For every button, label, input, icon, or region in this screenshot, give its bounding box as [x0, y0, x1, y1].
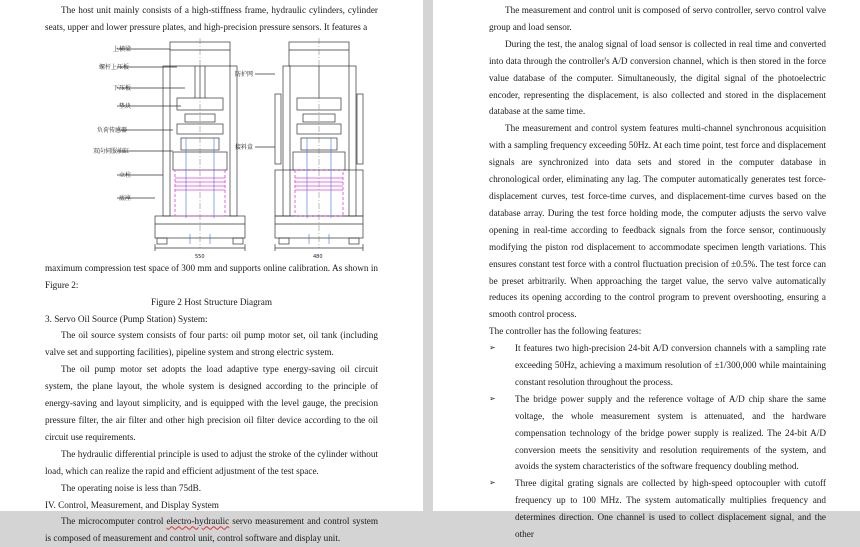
- document-page-left: [0, 0, 423, 544]
- feature-text: The bridge power supply and the reference voltage of A/D chip share the same voltage, the whole measurement system is attenuated, and the hardware compensation technology of the bridge power supply is realized. The 24-bit A/D conversion meets the sensitivity and resolution requirements of the system, and avoids the system characteristics of the software frequency doubling method.: [515, 393, 826, 472]
- label-upper-beam: 上横梁: [113, 45, 132, 53]
- list-item: [489, 475, 826, 543]
- pump-motor-paragraph: The oil pump motor set adopts the load adaptive type energy-saving oil circuit system, the plane layout, the whole system is designed according to the principle of energy-saving and layout simplicity, and is equipped with the level gauge, the precision pressure filter, the air filter and other high precision oil filter device according to the oil circuit use requirements.: [45, 364, 378, 442]
- features-heading: The controller has the following features:: [489, 326, 642, 337]
- label-lower-platen: 下压板: [113, 84, 132, 92]
- measurement-unit-paragraph: The measurement and control unit is composed of servo controller, servo control valve group and load sensor.: [489, 5, 826, 32]
- list-item: [489, 340, 826, 391]
- label-double-cylinder: 双向伺服油缸: [93, 147, 130, 155]
- label-column: 立柱: [119, 171, 132, 179]
- analog-signal-paragraph: During the test, the analog signal of load sensor is collected in real time and converted into data through the controller's A/D conversion channel, which is then stored in the force value database of the computer. Simultaneously, the digital signal of the photoelectric encoder, representing the displacement, is also collected and stored in the displacement database at the same time.: [489, 38, 826, 117]
- microcomputer-text-post: servo measurement and control system is composed of measurement and control unit, control software and display unit.: [45, 516, 378, 544]
- spellcheck-flagged-word[interactable]: electro-hydraulic: [166, 516, 230, 527]
- noise-paragraph: The operating noise is less than 75dB.: [61, 482, 202, 493]
- bullet-arrow-icon: ➢: [489, 393, 496, 403]
- label-base: 底座: [119, 194, 132, 202]
- microcomputer-text-pre: The microcomputer control: [61, 516, 167, 527]
- page-gutter: [423, 0, 433, 511]
- after-figure-paragraph: maximum compression test space of 300 mm and supports online calibration. As shown in Figure 2:: [45, 262, 378, 290]
- label-fixed-upper-platen: 螺杆上压板: [99, 63, 130, 71]
- label-load-sensor: 负荷传感器: [97, 126, 128, 134]
- section-3-heading: 3. Servo Oil Source (Pump Station) System:: [45, 313, 208, 324]
- diagram-svg: [45, 38, 378, 260]
- multichannel-paragraph: The measurement and control system features multi-channel synchronous acquisition with a sampling frequency exceeding 50Hz. At each time point, test force and displacement signals are synchronized into data sets and stored in the computer database in chronological order, eliminating any lag. The computer automatically generates test force-displacement curves, test force-time curves, and displacement-time curves based on the database array. During the test force holding mode, the computer adjusts the servo valve opening in real-time according to feedback signals from the force sensor, continuously modifying the piston rod displacement to accommodate specimen length variations. This ensures constant test force with a control fluctuation precision of ±0.5%. The test force can be preset arbitrarily. When approaching the target value, the servo valve automatically reduces its opening according to the control program to prevent overshooting, ensuring a smooth control process.: [489, 123, 826, 320]
- figure-caption: Figure 2 Host Structure Diagram: [151, 296, 272, 307]
- feature-text: It features two high-precision 24-bit A/D conversion channels with a sampling rate exceeding 50Hz, achieving a maximum resolution of ±1/300,000 while maintaining constant resolution throughout the process.: [515, 343, 826, 387]
- hydraulic-paragraph: The hydraulic differential principle is used to adjust the stroke of the cylinder without load, which can realize the rapid and efficient adjustment of the test space.: [45, 448, 378, 476]
- label-guard: 防护网: [235, 70, 254, 78]
- label-spacer: 垫块: [119, 102, 132, 110]
- intro-paragraph: The host unit mainly consists of a high-stiffness frame, hydraulic cylinders, cylinder seats, upper and lower pressure plates, and high-precision pressure sensors. It features a: [45, 5, 378, 32]
- list-item: [489, 391, 826, 476]
- oil-source-paragraph: The oil source system consists of four parts: oil pump motor set, oil tank (including valve set and supporting facilities), pipeline system and strong electric system.: [45, 330, 378, 358]
- dimension-left: 550: [195, 253, 205, 260]
- microcomputer-paragraph: [45, 513, 378, 547]
- document-page-right: [433, 0, 860, 540]
- host-structure-diagram: [45, 38, 378, 260]
- feature-text: Three digital grating signals are collected by high-speed optocoupler with cutoff frequency up to 100 MHz. The system automatically multiplies frequency and determines direction. One channel is used to collect displacement signal, and the other: [515, 478, 826, 540]
- label-platen: 接料盒: [235, 143, 254, 151]
- bullet-arrow-icon: ➢: [489, 478, 496, 488]
- dimension-right: 480: [313, 253, 323, 260]
- bullet-arrow-icon: ➢: [489, 343, 496, 353]
- features-list: [489, 340, 826, 543]
- section-4-heading: IV. Control, Measurement, and Display System: [45, 499, 219, 510]
